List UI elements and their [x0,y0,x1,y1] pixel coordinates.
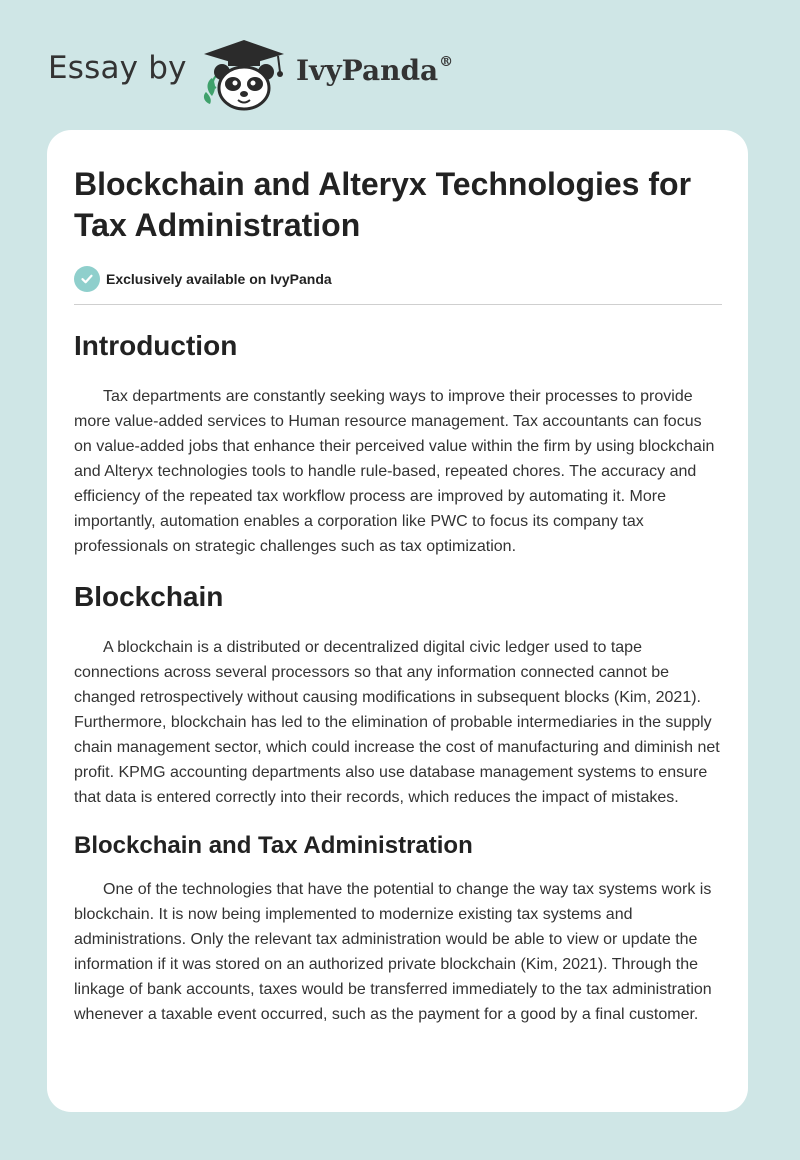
exclusive-label: Exclusively available on IvyPanda [106,271,332,287]
essay-title: Blockchain and Alteryx Technologies for Tax Administration [74,166,692,243]
section-heading-blockchain: Blockchain [74,581,224,612]
exclusive-badge [74,266,722,292]
check-icon [74,266,100,292]
section-heading-introduction: Introduction [74,330,238,361]
panda-graduate-icon[interactable] [198,36,290,112]
section-paragraph-introduction: Tax departments are constantly seeking ways to improve their processes to provide more value-added services to Human resource management. Tax accountants can focus on value-added jobs that enhance their perceived value within the firm by using blockchain and Alteryx technologies tools to handle rule-based, repeated chores. The accuracy and efficiency of the repeated tax workflow process are improved by automating it. More importantly, automation enables a corporation like PWC to focus its company tax professionals on strategic challenges such as tax optimization. [74,388,715,555]
section-paragraph-tax-administration: One of the technologies that have the potential to change the way tax systems work is blockchain. It is now being implemented to modernize existing tax systems and administrations. Only the relevant tax administration would be able to view or update the information if it was stored on an authorized private blockchain (Kim, 2021). Through the linkage of bank accounts, taxes would be transferred immediately to the tax administration whenever a taxable event occurred, such as the payment for a good by a final customer. [74,881,712,1023]
brand-name: IvyPanda [296,54,439,87]
essay-by-label: Essay by [48,50,187,86]
section-paragraph-blockchain: A blockchain is a distributed or decentralized digital civic ledger used to tape connections across several processors so that any information connected cannot be changed retrospectively without causing modifications in subsequent blocks (Kim, 2021). Furthermore, blockchain has led to the elimination of probable intermediaries in the supply chain management sector, which could increase the cost of manufacturing and diminish net profit. KPMG accounting departments also use database management systems to ensure that data is entered correctly into their records, which reduces the impact of mistakes. [74,639,720,806]
site-header [0,0,800,120]
divider [74,304,722,305]
section-heading-tax-administration: Blockchain and Tax Administration [74,832,473,859]
registered-mark: ® [439,53,454,70]
essay-card [47,130,748,1112]
brand-logo-text[interactable] [296,54,453,87]
